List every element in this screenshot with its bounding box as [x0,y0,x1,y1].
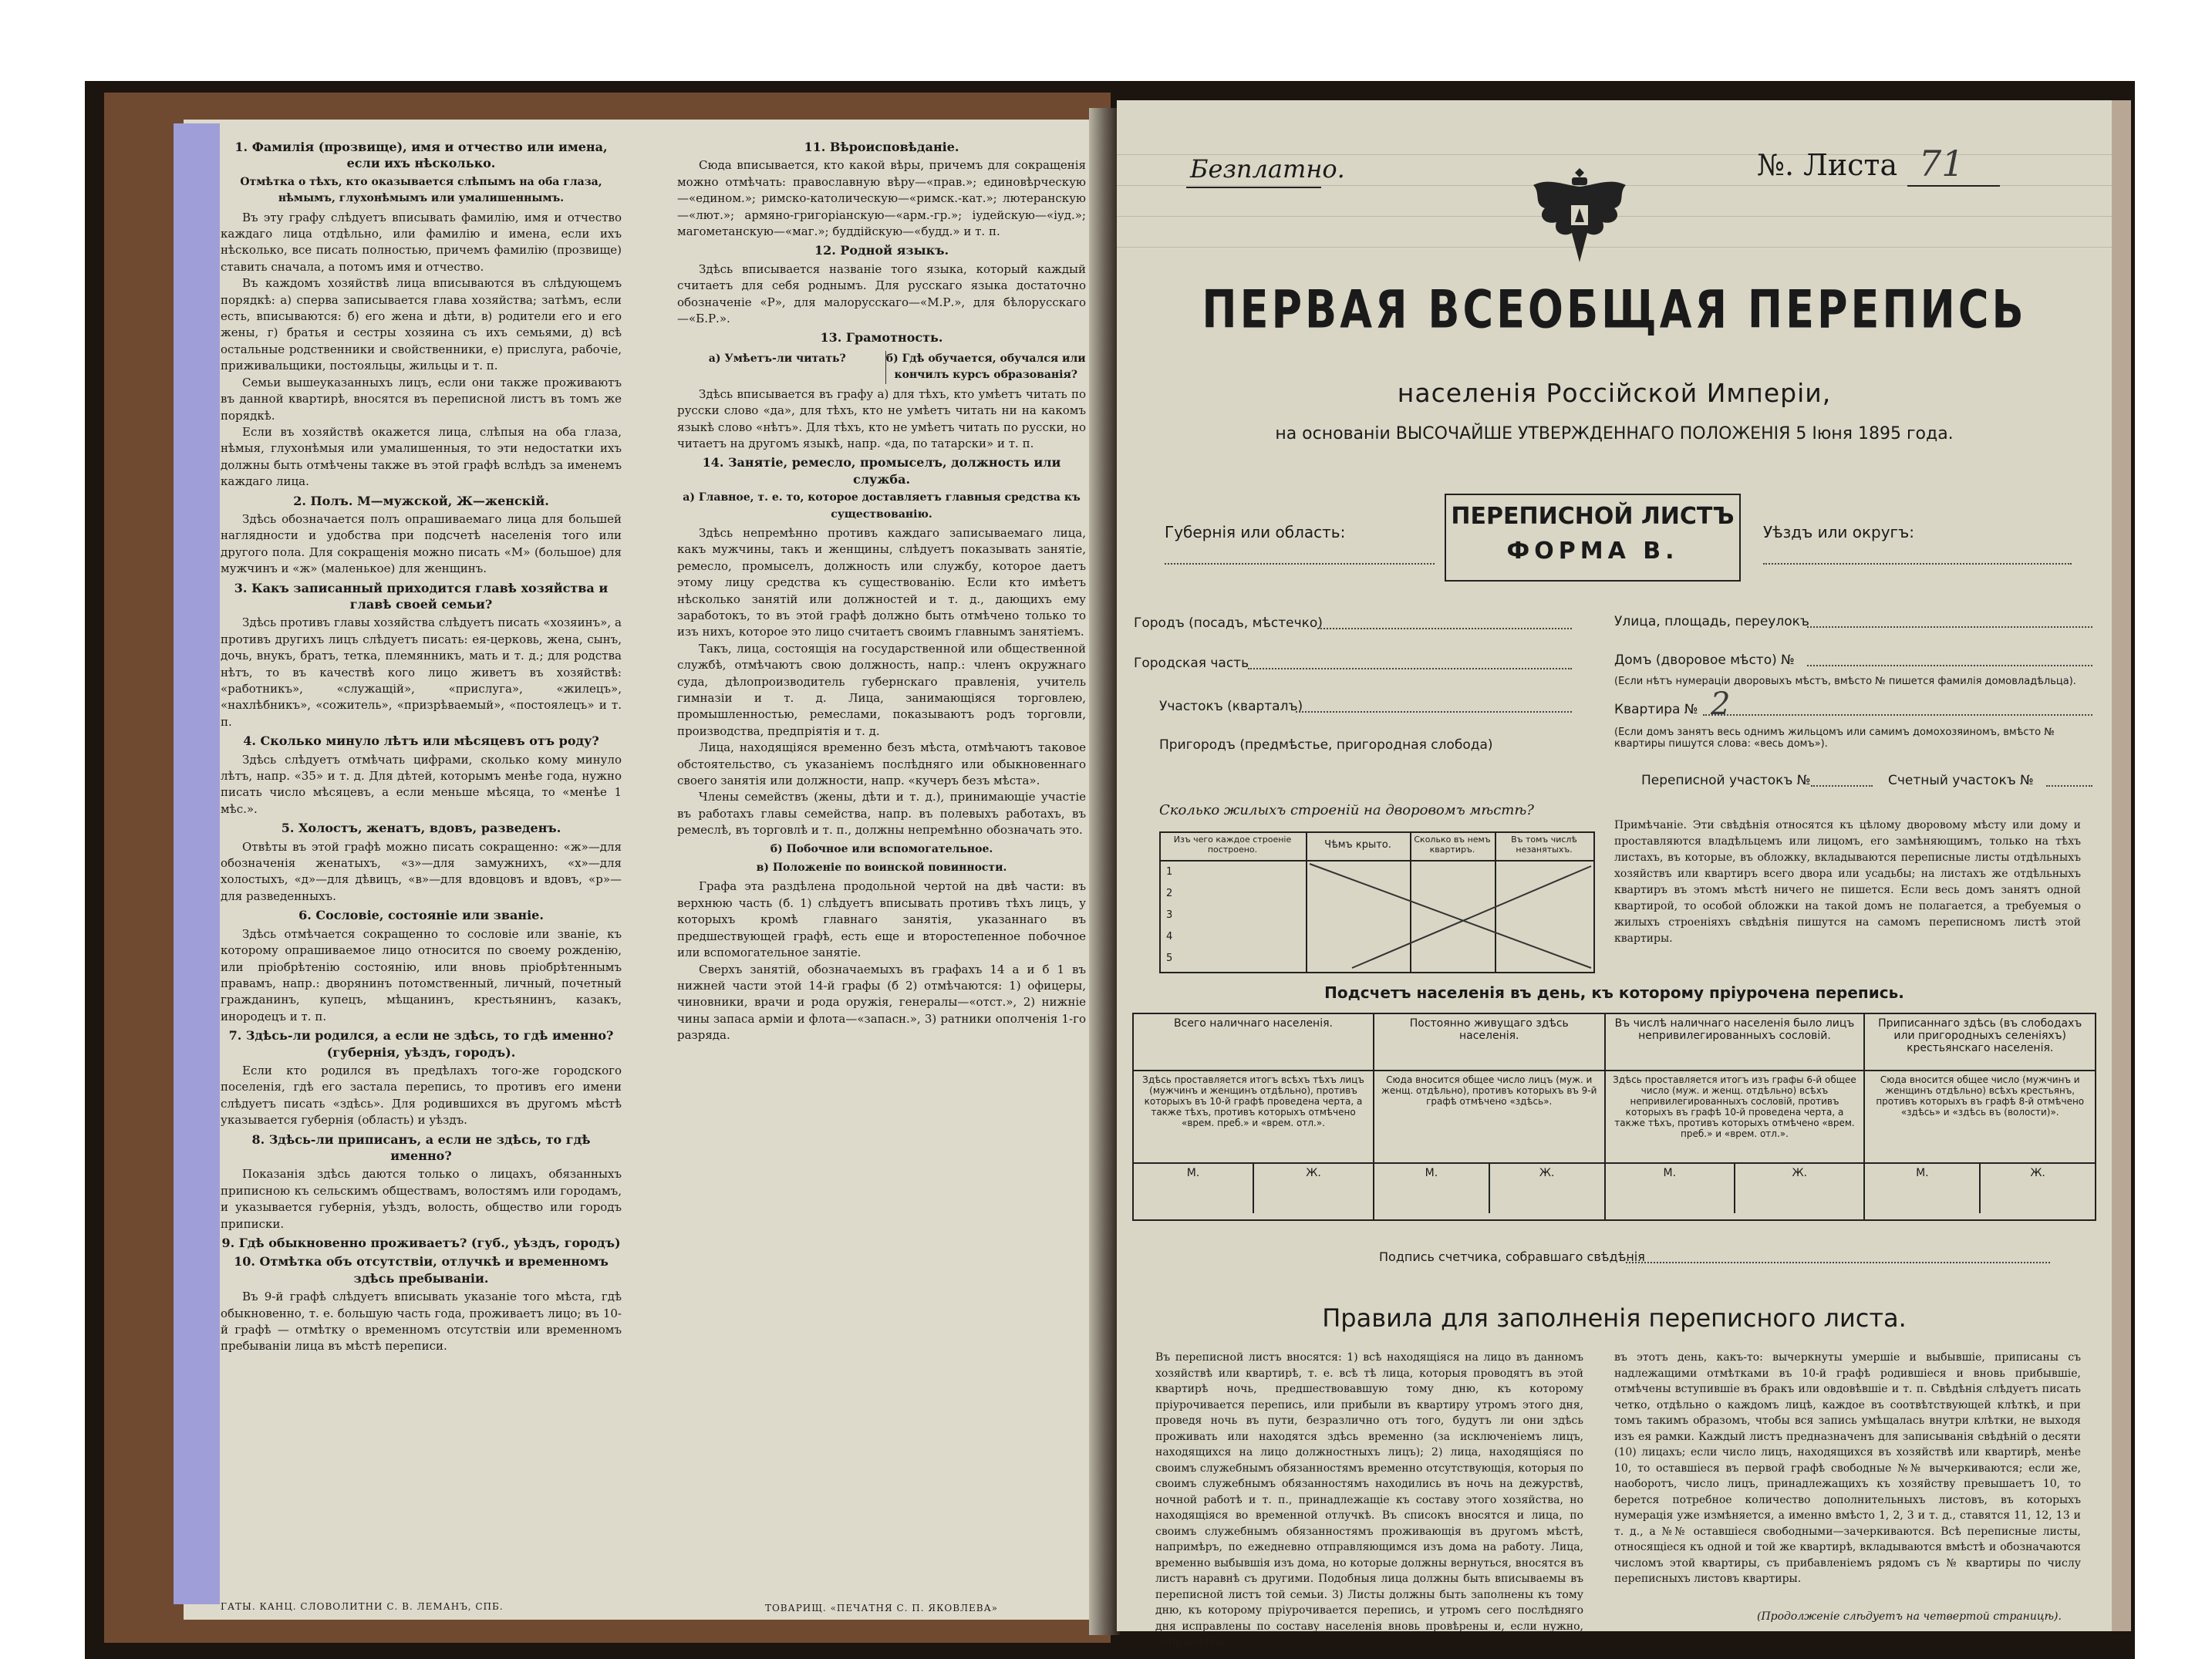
count-description: Здѣсь проставляется итогъ всѣхъ тѣхъ лицъ (мужчинъ и женщинъ отдѣльно), противъ которыхъ въ 10-й графѣ проведена черта, а также тѣхъ, противъ которыхъ отмѣчено «врем. преб.» и «врем. отл.». [1133,1071,1374,1163]
count-description: Сюда вносится общее число (мужчинъ и женщинъ отдѣльно) всѣхъ крестьянъ, противъ которыхъ въ графѣ 8-й отмѣчено «здѣсь» и «здѣсь въ (волости)». [1864,1071,2096,1163]
buildings-header: Въ томъ числѣ незанятыхъ. [1511,835,1577,855]
section-heading: 12. Родной языкъ. [814,243,949,258]
female-label: Ж. [1539,1167,1555,1179]
city-label: Городъ (посадъ, мѣстечко) [1134,615,1323,631]
signature-field [1626,1262,2050,1263]
buildings-header: Чѣмъ крыто. [1324,839,1391,851]
rules-title: Правила для заполненія переписного листа. [1322,1303,1907,1333]
male-label: М. [1865,1164,1981,1213]
house-note: (Если нѣтъ нумераціи дворовыхъ мѣстъ, вмѣсто № пишется фамилія домовладѣльца). [1614,676,2076,687]
census-basis: на основаніи ВЫСОЧАЙШЕ УТВЕРЖДЕННАГО ПОЛОЖЕНІЯ 5 Іюня 1895 года. [1275,424,1954,443]
street-label: Улица, площадь, переулокъ [1614,614,1809,629]
paragraph: Здѣсь слѣдуетъ отмѣчать цифрами, сколько кому минуло лѣтъ, напр. «35» и т. д. Для дѣтей, которымъ менѣе года, нужно писать число мѣсяцевъ, а если меньше мѣсяца, то «менѣе 1 мѣс.». [221,752,622,816]
section-heading: 8. Здѣсь-ли приписанъ, а если не здѣсь, то гдѣ именно? [251,1131,591,1163]
printer-credit: ГАТЫ. КАНЦ. СЛОВОЛИТНИ С. В. ЛЕМАНЪ, СПБ. [221,1601,504,1612]
table-rule [1159,831,1595,833]
sheet-number-label: №. Листа [1757,148,1898,182]
city-field [1317,628,1572,629]
section-heading: 3. Какъ записанный приходится главѣ хозяйства и главѣ своей семьи? [234,580,609,612]
left-page-column-1 [221,137,622,1594]
section-heading: 9. Гдѣ обыкновенно проживаетъ? (губ., уѣздъ, городъ) [221,1236,621,1250]
apartment-label: Квартира № [1614,702,1698,717]
printer-credit: ТОВАРИЩ. «ПЕЧАТНЯ С. П. ЯКОВЛЕВА» [764,1603,999,1613]
paragraph: Показанія здѣсь даются только о лицахъ, обязанныхъ приписною къ сельскимъ обществамъ, волостямъ или городамъ, и указывается губернія, уѣздъ, волость, общество или городъ приписки. [221,1167,622,1231]
underline [1907,185,2000,187]
row-number: 5 [1166,953,1173,964]
census-title: ПЕРВАЯ ВСЕОБЩАЯ ПЕРЕПИСЬ [1202,279,2027,340]
gubernia-label: Губернія или область: [1165,523,1346,541]
section-heading: 5. Холостъ, женатъ, вдовъ, разведенъ. [281,821,561,836]
paragraph: Въ 9-й графѣ слѣдуетъ вписывать указаніе того мѣста, гдѣ обыкновенно, т. е. большую часть года, проживаетъ лицо; въ 10-й графѣ — отмѣтку о временномъ отсутствіи или временномъ пребываніи лица въ мѣстѣ переписи. [221,1290,622,1354]
female-label: Ж. [2030,1167,2045,1179]
section-heading: 2. Полъ. М—мужской, Ж—женскій. [293,493,549,508]
counter-district-field [2046,785,2092,787]
table-rule [1159,831,1161,973]
count-description: Сюда вносится общее число лицъ (муж. и женщ. отдѣльно), противъ которыхъ въ 9-й графѣ отмѣчено «здѣсь». [1374,1071,1605,1163]
section-subheading: Отмѣтка о тѣхъ, кто оказывается слѣпымъ на оба глаза, нѣмымъ, глухонѣмымъ или умалишеннымъ. [240,175,602,205]
section-subheading: б) Побочное или вспомогательное. [770,842,993,855]
section-heading: 7. Здѣсь-ли родился, а если не здѣсь, то гдѣ именно? (губернія, уѣздъ, городъ). [228,1028,614,1060]
left-page-column-2 [677,137,1086,1594]
count-mf-cell [1133,1163,1374,1220]
paragraph: Такъ, лица, состоящія на государственной или общественной службѣ, отмѣчаютъ свою должность, напр.: членъ окружнаго суда, дѣлопроизводитель губернскаго правленія, учитель гимназіи и т. д. Лица, занимающіяся торговлею, промышленностью, ремеслами, показываютъ родъ торговли, производства, предпріятія и т. д. [677,641,1086,738]
counter-district-label: Счетный участокъ № [1888,773,2034,788]
count-mf-cell [1374,1163,1605,1220]
paragraph: Семьи вышеуказанныхъ лицъ, если они также проживаютъ въ данной квартирѣ, вносятся въ переписной листъ въ томъ же порядкѣ. [221,375,622,423]
buildings-header: Сколько въ немъ квартиръ. [1414,835,1491,855]
section-subheading: б) Гдѣ обучается, обучался или кончилъ курсъ образованія? [885,351,1087,384]
district-label: Участокъ (кварталъ) [1159,699,1303,714]
female-label: Ж. [1792,1167,1807,1179]
buildings-header: Изъ чего каждое строеніе построено. [1173,835,1292,855]
section-heading: 14. Занятіе, ремесло, промыселъ, должность или служба. [702,455,1061,487]
book-fore-edge [2112,100,2131,1631]
section-heading: 13. Грамотность. [820,330,943,346]
paragraph: Члены семействъ (жены, дѣти и т. д.), принимающіе участіе въ работахъ главы семейства, напр. въ полевыхъ работахъ, въ ремеслѣ, въ торговлѣ и т. п., должны непремѣнно обозначать это. [677,790,1086,838]
paragraph: Лица, находящіяся временно безъ мѣста, отмѣчаютъ таковое обстоятельство, съ указаніемъ послѣдняго или обыкновеннаго своего занятія или должности, напр. «кучеръ безъ мѣста». [677,740,1086,788]
row-number: 4 [1166,931,1173,942]
city-part-label: Городская часть [1134,656,1249,671]
blue-page-edge [174,123,220,1604]
section-subheading: а) Умѣетъ-ли читать? [708,352,846,365]
form-title-box [1445,494,1741,582]
count-header: Постоянно живущаго здѣсь населенія. [1374,1013,1605,1071]
free-label: Безплатно. [1190,154,1345,184]
underline [1186,187,1321,188]
uezd-label: Уѣздъ или округъ: [1763,523,1914,541]
apartment-number-handwritten: 2 [1711,686,1731,722]
form-title: ПЕРЕПИСНОЙ ЛИСТЪ [1451,503,1735,530]
row-number: 1 [1166,866,1173,878]
population-count-table [1132,1013,2096,1221]
count-header: Въ числѣ наличнаго населенія было лицъ непривилегированныхъ сословій. [1605,1013,1865,1071]
rules-column-1: Въ переписной листъ вносятся: 1) всѣ находящіяся на лицо въ данномъ хозяйствѣ или квартирѣ, т. е. всѣ тѣ лица, которыя проводятъ въ этой квартирѣ ночь, предшествовавшую тому дню, къ которому пріурочивается перепись, или прибыли въ квартиру утромъ этого дня, проведя ночь въ пути, безразлично отъ того, будутъ ли они здѣсь проживать или находятся здѣсь временно (за исключеніемъ лицъ, находящихся на лицо должностныхъ лицъ); 2) лица, находящіяся по своимъ служебнымъ обязанностямъ временно отсутствующія, которыя по своимъ служебнымъ обязанностямъ находились въ ночь на дежурствѣ, ночной работѣ и т. п., принадлежащіе къ составу этого хозяйства, но находящіяся во временной отлучкѣ. Въ списокъ вносятся и лица, по своимъ служебнымъ обязанностямъ проживающія въ другомъ мѣстѣ, напримѣръ, по ежедневно отправляющимся изъ дома на работу. Лица, временно выбывшія изъ дома, но которые должны вернуться, вносятся въ листъ наравнѣ съ другими. Подобныя лица должны быть вписываемы въ переписной листъ той семьи. 3) Листы должны быть заполнены къ тому дню, къ которому пріурочивается перепись, и утромъ сего послѣдняго дня исправлены по составу населенія вновь провѣрены и, если нужно, исправлены. [1155,1351,1583,1648]
book-gutter [1089,108,1120,1635]
census-district-field [1811,785,1873,787]
section-heading: 1. Фамилія (прозвище), имя и отчество или имена, если ихъ нѣсколько. [234,140,608,171]
section-heading: 4. Сколько минуло лѣтъ или мѣсяцевъ отъ роду? [243,733,599,749]
paragraph: Здѣсь вписывается въ графу а) для тѣхъ, кто умѣетъ читать по русски слово «да», для тѣхъ, кто не умѣетъ читать ни на какомъ языкѣ слово «нѣтъ». Для тѣхъ, кто не умѣетъ читать по русски, но читаетъ на другомъ языкѣ, напр. «да, по татарски» и т. п. [677,386,1086,450]
form-subtitle: ФОРМА В. [1506,538,1679,565]
sheet-number-handwritten: 71 [1919,143,1964,184]
population-count-title: Подсчетъ населенія въ день, къ которому пріурочена перепись. [1324,983,1904,1002]
suburb-label: Пригородъ (предмѣстье, пригородная слобода) [1159,737,1493,753]
section-heading: 11. Вѣроисповѣданіе. [804,140,959,154]
paragraph: Здѣсь вписывается названіе того языка, который каждый считаетъ для себя роднымъ. Для русскаго языка достаточно обозначеніе «Р», для малорусскаго—«М.Р.», для бѣлорусскаго—«Б.Р.». [677,261,1086,326]
rules-column-2: въ этотъ день, какъ-то: вычеркнуты умершіе и выбывшіе, приписаны съ надлежащими отмѣтками въ 10-й графѣ родившіеся и вновь прибывшіе, отмѣчены вступившіе въ бракъ или овдовѣвшіе и т. п. Свѣдѣнія слѣдуетъ писать четко, отдѣльно о каждомъ лицѣ, каждое въ соотвѣтствующей клѣткѣ, и при томъ такимъ образомъ, чтобы вся запись умѣщалась внутри клѣтки, не выходя изъ ея рамки. Каждый листъ предназначенъ для записыванія свѣдѣній о десяти (10) лицахъ; если число лицъ, находящихся въ хозяйствѣ или квартирѣ, менѣе 10, то оставшіеся въ первой графѣ свободные №№ вычеркиваются; если же, наоборотъ, число лицъ, принадлежащихъ къ хозяйству превышаетъ 10, то берется потребное количество дополнительныхъ листовъ, въ которыхъ нумерація уже измѣняется, а именно вмѣсто 1, 2, 3 и т. д., ставятся 11, 12, 13 и т. д., а №№ оставшіеся свободными—зачеркиваются. Всѣ переписные листы, относящіеся къ одной и той же квартирѣ, вкладываются вмѣстѣ и обозначаются числомъ этой квартиры, съ прибавленіемъ рядомъ съ № квартиры по числу переписныхъ листовъ квартиры. [1614,1351,2081,1585]
male-label: М. [1134,1164,1254,1213]
paragraph: Здѣсь противъ главы хозяйства слѣдуетъ писать «хозяинъ», а противъ другихъ лицъ слѣдуетъ писать: ея-церковь, жена, сынъ, дочь, внукъ, братъ, тетка, племянникъ, мать и т. д.; для родства нѣтъ, то въ качествѣ кого лицо живетъ въ хозяйствѣ: «работникъ», «служащій», «прислуга», «жилецъ», «нахлѣбникъ», «сожитель», «призрѣваемый», «постоялецъ» и т. п. [221,615,622,729]
paragraph: Здѣсь непремѣнно противъ каждаго записываемаго лица, какъ мужчины, такъ и женщины, слѣдуетъ показывать занятіе, ремесло, промыселъ, должность или службу, которое даетъ этому лицу средства къ существованію. Если кто имѣетъ нѣсколько занятій или должностей и т. д., дающихъ ему заработокъ, то въ этой графѣ должно быть отмѣчено только то изъ нихъ, которое это лицо считаетъ своимъ главнымъ занятіемъ. [677,525,1086,639]
cross-out-strikes [1306,860,1595,973]
paragraph: Сюда вписывается, кто какой вѣры, причемъ для сокращенія можно отмѣчать: православную вѣру—«прав.»; единовѣрческую—«едином.»; римско-католическую—«римск.-кат.»; лютеранскую—«лют.»; армяно-григоріанскую—«арм.-гр.»; іудейскую—«іуд.»; магометанскую—«маг.»; буддійскую—«будд.» и т. п. [677,158,1086,239]
left-page [184,120,1101,1620]
paragraph: Въ эту графу слѣдуетъ вписывать фамилію, имя и отчество каждаго лица отдѣльно, или фамилію и имена, если ихъ нѣсколько, все писать полностью, причемъ фамилію (прозвище) ставить сначала, а потомъ имя и отчество. [221,210,622,274]
row-number: 3 [1166,909,1173,921]
street-field [1807,626,2092,628]
section-subheading: в) Положеніе по воинской повинности. [756,862,1007,875]
male-label: М. [1374,1164,1490,1213]
paragraph: Графа эта раздѣлена продольной чертой на двѣ части: въ верхнюю часть (б. 1) слѣдуетъ вписывать противъ тѣхъ лицъ, у которыхъ кромѣ главнаго занятія, указаннаго въ предшествующей графѣ, есть еще и второстепенное побочное или вспомогательное занятіе. [677,879,1086,960]
census-subtitle: населенія Россійской Имперіи, [1397,378,1832,408]
district-field [1296,711,1572,713]
row-number: 2 [1166,888,1173,899]
house-field [1807,665,2092,666]
paragraph: Если кто родился въ предѣлахъ того-же городского поселенія, гдѣ его застала перепись, то противъ его имени слѣдуетъ писать «здѣсь». Для родившихся въ другомъ мѣстѣ указывается губернія (область) и уѣздъ. [221,1063,622,1128]
count-header: Всего наличнаго населенія. [1133,1013,1374,1071]
paragraph: Здѣсь обозначается полъ опрашиваемаго лица для большей наглядности и удобства при подсчетѣ населенія того или другого пола. Для сокращенія можно писать «М» (большое) для мужчинъ и «ж» (маленькое) для женщинъ. [221,511,622,576]
uezd-field [1763,563,2072,565]
section-heading: 10. Отмѣтка объ отсутствіи, отлучкѣ и временномъ здѣсь пребываніи. [234,1254,609,1286]
paragraph: Въ каждомъ хозяйствѣ лица вписываются въ слѣдующемъ порядкѣ: а) сперва записывается глава хозяйства; затѣмъ, если есть, вписываются: б) его жена и дѣти, в) родители его и его жены, г) братья и сестры хозяина съ ихъ семьями, д) всѣ остальные родственники и свойственники, е) прислуга, рабочіе, приживальщики, постояльцы, жильцы и т. п. [221,276,622,373]
count-mf-cell [1864,1163,2096,1220]
count-description: Здѣсь проставляется итогъ изъ графы 6-й общее число (муж. и женщ. отдѣльно) всѣхъ непривилегированныхъ сословій, противъ которыхъ въ графѣ 10-й проведена черта, а также тѣхъ, противъ которыхъ отмѣчено «врем. преб.» и «врем. отл.». [1605,1071,1865,1163]
female-label: Ж. [1306,1167,1321,1179]
paragraph: Отвѣты въ этой графѣ можно писать сокращенно: «ж»—для обозначенія женатыхъ, «з»—для замужнихъ, «х»—для холостыхъ, «д»—для дѣвицъ, «в»—для вдовцовъ и вдовъ, «р»—для разведенныхъ. [221,839,622,903]
count-mf-cell [1605,1163,1865,1220]
apartment-note: (Если домъ занятъ весь однимъ жильцомъ или самимъ домохозяиномъ, вмѣсто № квартиры пишутся слова: «весь домъ»). [1614,727,2055,750]
house-label: Домъ (дворовое мѣсто) № [1614,652,1795,668]
male-label: М. [1606,1164,1735,1213]
count-header: Приписаннаго здѣсь (въ слободахъ или пригородныхъ селеніяхъ) крестьянскаго населенія. [1864,1013,2096,1071]
section-heading: 6. Сословіе, состояніе или званіе. [298,908,544,923]
imperial-eagle-emblem [1518,162,1641,270]
paragraph: Здѣсь отмѣчается сокращенно то сословіе или званіе, къ которому опрашиваемое лицо относится по своему рожденію, или пріобрѣтенію состоянію, или вновь пріобрѣтеннымъ правамъ, напр.: дворянинъ потомственный, личный, почетный гражданинъ, купецъ, мѣщанинъ, крестьянинъ, казакъ, инородецъ и т. п. [221,926,622,1023]
gubernia-field [1165,563,1435,565]
apartment-field [1703,714,2092,716]
rules-continuation-note: (Продолженіе слѣдуетъ на четвертой страницѣ). [1757,1610,2062,1623]
right-page [1117,100,2112,1648]
paragraph: Если въ хозяйствѣ окажется лица, слѣпыя на оба глаза, нѣмыя, глухонѣмыя или умалишенныя, то эти недостатки ихъ должны быть отмѣчены также въ этой графѣ вслѣдъ за именемъ каждаго лица. [221,424,622,489]
paragraph: Сверхъ занятій, обозначаемыхъ въ графахъ 14 а и б 1 въ нижней части этой 14-й графы (б 2) отмѣчаются: 1) офицеры, чиновники, врачи и рода оружія, генералы—«отст.», 2) нижніе чины запаса арміи и флота—«запасн.», 3) ратники ополченія 1-го разряда. [677,962,1086,1043]
city-part-field [1248,668,1572,669]
section-subheading: а) Главное, т. е. то, которое доставляетъ главныя средства къ существованію. [683,491,1081,521]
buildings-note: Примѣчаніе. Эти свѣдѣнія относятся къ цѣлому дворовому мѣсту или дому и проставляются владѣльцемъ или лицомъ, его замѣняющимъ, только на тѣхъ листахъ, въ которые, въ обложку, вкладываются переписные листы отдѣльныхъ хозяйствъ или квартиръ всего двора или усадьбы; на листахъ же отдѣльныхъ квартиръ въ этомъ мѣстѣ ничего не пишется. Если весь домъ занятъ одной квартирой, то особой обложки на такой домъ не полагается, а требуемыя о жилыхъ строеніяхъ свѣдѣнія пишутся на самомъ переписномъ листѣ этой квартиры. [1614,819,2081,945]
buildings-title: Сколько жилыхъ строеній на дворовомъ мѣстѣ? [1159,802,1534,818]
counter-signature-label: Подпись счетчика, собравшаго свѣдѣнія [1379,1249,1645,1264]
census-district-label: Переписной участокъ № [1641,773,1811,788]
